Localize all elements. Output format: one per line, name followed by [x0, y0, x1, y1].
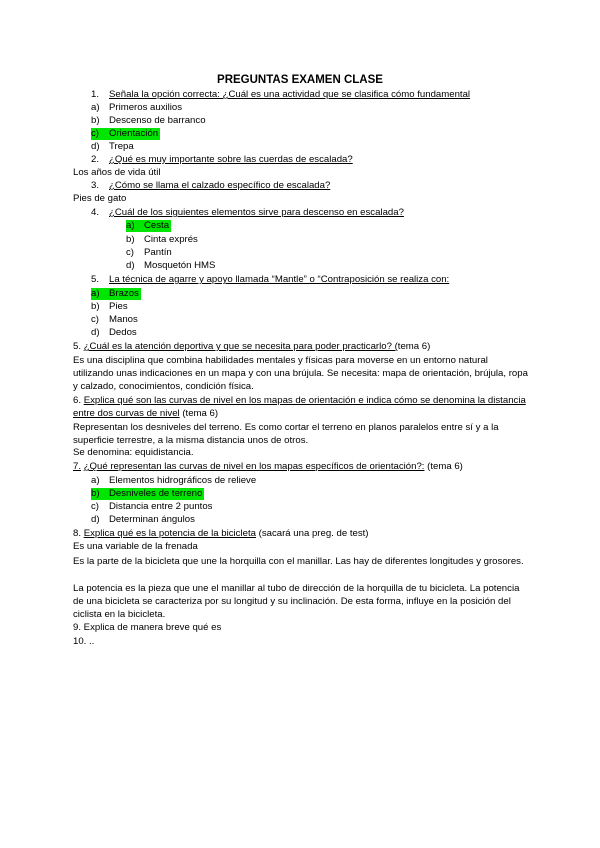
q1-option-d: d) Trepa: [91, 141, 134, 152]
question-8: 8. Explica qué es la potencia de la bicicleta (sacará una preg. de test): [73, 528, 369, 539]
question-10: 10. ..: [73, 636, 95, 647]
q7-option-c: c) Distancia entre 2 puntos: [91, 501, 213, 512]
question-5b: 5. ¿Cuál es la atención deportiva y que se necesita para poder practicarlo? (tema 6): [73, 341, 431, 352]
answer-8-line2: Es la parte de la bicicleta que une la horquilla con el manillar. Las hay de diferentes longitudes y grosores.: [73, 556, 524, 567]
q7-option-a: a) Elementos hidrográficos de relieve: [91, 475, 257, 486]
q1-option-a: a) Primeros auxilios: [91, 102, 183, 113]
q1-option-b: b) Descenso de barranco: [91, 115, 206, 126]
question-6: 6. Explica qué son las curvas de nivel en los mapas de orientación e indica cómo se denomina la distancia entre dos curvas de nivel (tema 6): [73, 395, 526, 419]
answer-8-line1: Es una variable de la frenada: [73, 541, 198, 552]
q4-option-c: c) Pantín: [126, 247, 172, 258]
question-4: 4. ¿Cuál de los siguientes elementos sirve para descenso en escalada?: [91, 207, 404, 218]
answer-3: Pies de gato: [73, 193, 127, 204]
question-3: 3. ¿Cómo se llama el calzado específico de escalada?: [91, 180, 331, 191]
q4-option-b: b) Cinta exprés: [126, 234, 198, 245]
question-1: 1. Señala la opción correcta: ¿Cuál es una actividad que se clasifica cómo fundamental: [91, 89, 471, 100]
answer-6-term: Se denomina: equidistancia.: [73, 447, 194, 458]
q5-option-c: c) Manos: [91, 314, 138, 325]
q1-option-c-correct: c) Orientación: [91, 128, 159, 139]
q4-option-a-correct: a) Cesta: [126, 220, 170, 231]
q5-option-b: b) Pies: [91, 301, 128, 312]
answer-2: Los años de vida útil: [73, 167, 161, 178]
answer-8-line3: La potencia es la pieza que une el manillar al tubo de dirección de la horquilla de tu bicicleta. La potencia de una bicicleta se caracteriza por su longitud y su inclinación. De esta forma, influye en la posición del ciclista en la bicicleta.: [73, 583, 520, 620]
q4-option-d: d) Mosquetón HMS: [126, 260, 216, 271]
question-5: 5. La técnica de agarre y apoyo llamada “Mantle” o “Contraposición se realiza con:: [91, 274, 450, 285]
question-2: 2. ¿Qué es muy importante sobre las cuerdas de escalada?: [91, 154, 353, 165]
page-title: PREGUNTAS EXAMEN CLASE: [217, 74, 383, 86]
answer-6: Representan los desniveles del terreno. Es como cortar el terreno en planos paralelos entre sí y a la superficie terrestre, a la misma distancia unos de otros.: [73, 422, 499, 446]
q7-option-b-correct: b) Desniveles de terreno: [91, 488, 203, 499]
question-7: 7. ¿Qué representan las curvas de nivel en los mapas específicos de orientación?: (tema 6): [73, 461, 463, 472]
q5-option-d: d) Dedos: [91, 327, 137, 338]
q5-option-a-correct: a) Brazos: [91, 288, 139, 299]
q7-option-d: d) Determinan ángulos: [91, 514, 195, 525]
question-9: 9. Explica de manera breve qué es: [73, 622, 222, 633]
answer-5b: Es una disciplina que combina habilidades mentales y físicas para moverse en un entorno natural utilizando unas indicaciones en un mapa y con una brújula. Se necesita: mapa de orientación, brújula, ropa y calzado, conocimientos, condición física.: [73, 355, 528, 392]
